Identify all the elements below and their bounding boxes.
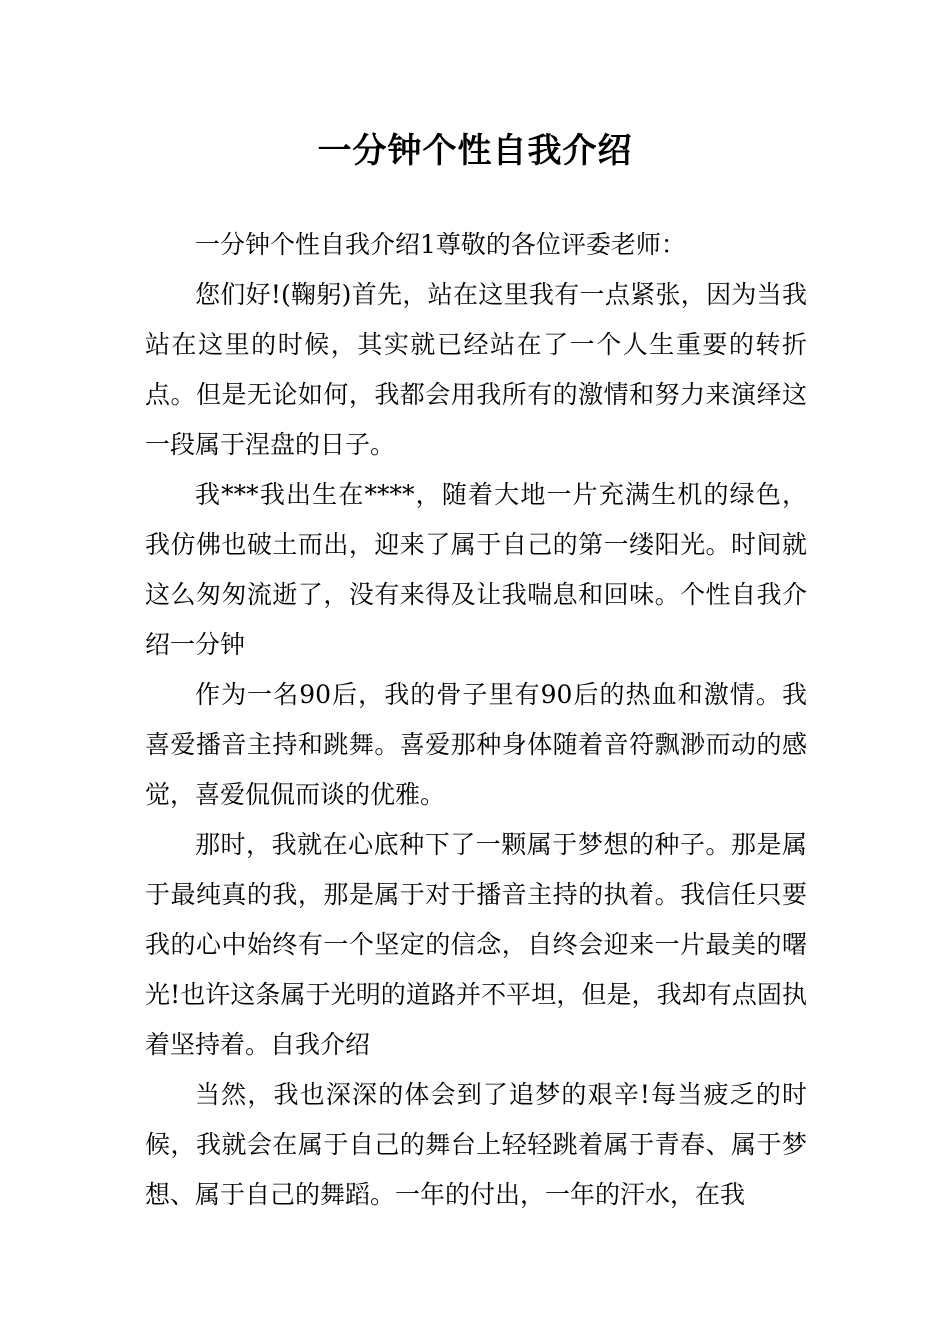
paragraph-birth: 我***我出生在****，随着大地一片充满生机的绿色，我仿佛也破土而出，迎来了属于自己的第一缕阳光。时间就这么匆匆流逝了，没有来得及让我喘息和回味。个性自我介绍一分钟 (145, 480, 807, 659)
paragraph-greeting: 一分钟个性自我介绍1尊敬的各位评委老师： (195, 230, 686, 259)
document-body (145, 220, 807, 1220)
paragraph-hardship: 当然，我也深深的体会到了追梦的艰辛!每当疲乏的时候，我就会在属于自己的舞台上轻轻跳着属于青春、属于梦想、属于自己的舞蹈。一年的付出，一年的汗水，在我 (145, 1080, 807, 1209)
paragraph-hobbies: 作为一名90后，我的骨子里有90后的热血和激情。我喜爱播音主持和跳舞。喜爱那种身体随着音符飘渺而动的感觉，喜爱侃侃而谈的优雅。 (145, 680, 807, 809)
document-title: 一分钟个性自我介绍 (317, 131, 633, 171)
paragraph-opening: 您们好!(鞠躬)首先，站在这里我有一点紧张，因为当我站在这里的时候，其实就已经站在了一个人生重要的转折点。但是无论如何，我都会用我所有的激情和努力来演绎这一段属于涅盘的日子。 (145, 280, 807, 459)
paragraph-dream: 那时，我就在心底种下了一颗属于梦想的种子。那是属于最纯真的我，那是属于对于播音主持的执着。我信任只要我的心中始终有一个坚定的信念，自终会迎来一片最美的曙光!也许这条属于光明的道路并不平坦，但是，我却有点固执着坚持着。自我介绍 (145, 830, 807, 1059)
